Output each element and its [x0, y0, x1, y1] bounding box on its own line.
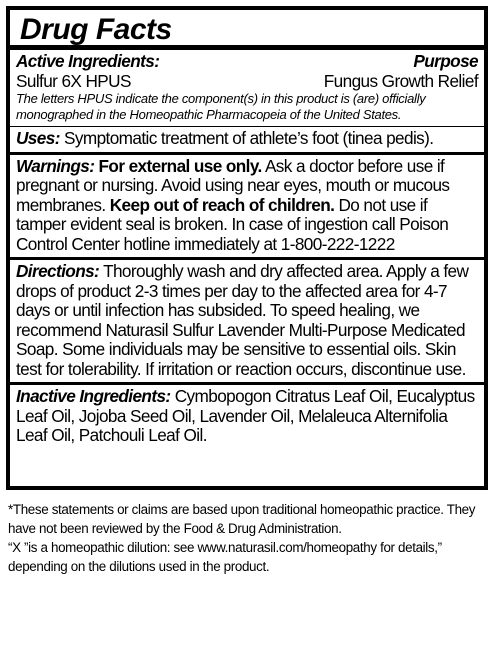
purpose-text: Fungus Growth Relief: [323, 70, 478, 91]
warnings-heading: Warnings:: [16, 155, 95, 176]
uses-section: [10, 127, 484, 155]
warnings-text-1: Ask a doctor before use if pregnant or nursing. Avoid using near eyes, mouth or mucous membranes.: [16, 155, 450, 215]
drug-facts-panel: [6, 6, 488, 490]
hpus-note: The letters HPUS indicate the component(s) in this product is (are) officially monographed in the Homeopathic Pharmacopeia of the United States.: [16, 91, 426, 122]
warnings-section: [10, 155, 484, 261]
warnings-external-use: For external use only.: [98, 155, 262, 176]
active-ingredients-section: [10, 50, 484, 127]
directions-section: [10, 260, 484, 385]
active-ingredient: Sulfur 6X HPUS: [16, 70, 131, 91]
uses-heading: Uses:: [16, 128, 60, 148]
directions-heading: Directions:: [16, 261, 100, 281]
active-ingredients-heading: Active Ingredients:: [16, 51, 160, 71]
inactive-ingredients-section: [10, 385, 484, 449]
footnote-dilution: “X ”is a homeopathic dilution: see www.naturasil.com/homeopathy for details,” depending on the dilutions used in the product.: [8, 540, 442, 574]
inactive-ingredients-heading: Inactive Ingredients:: [16, 386, 171, 406]
footnote: [8, 500, 492, 576]
warnings-text-2: Do not use if tamper evident seal is broken. In case of ingestion call Poison Control Center hotline immediately at 1-800-222-1222: [16, 194, 449, 254]
footnote-disclaimer: *These statements or claims are based upon traditional homeopathic practice. They have not been reviewed by the Food & Drug Administration.: [8, 502, 476, 536]
purpose-heading: Purpose: [413, 51, 478, 71]
directions-text: Thoroughly wash and dry affected area. Apply a few drops of product 2-3 times per day to the affected area for 4-7 days or until infection has subsided. To speed healing, we recommend Naturasil Sulfur Lavender Multi-Purpose Medicated Soap. Some individuals may be sensitive to essential oils. Skin test for tolerability. If irritation or reaction occurs, discontinue use.: [16, 261, 469, 379]
inactive-ingredients-text: Cymbopogon Citratus Leaf Oil, Eucalyptus Leaf Oil, Jojoba Seed Oil, Lavender Oil, Melaleuca Alternifolia Leaf Oil, Patchouli Leaf Oil.: [16, 386, 475, 445]
drug-facts-title: Drug Facts: [10, 10, 484, 50]
uses-text: Symptomatic treatment of athlete’s foot (tinea pedis).: [64, 128, 434, 148]
warnings-keep-out-of-reach: Keep out of reach of children.: [109, 194, 335, 215]
